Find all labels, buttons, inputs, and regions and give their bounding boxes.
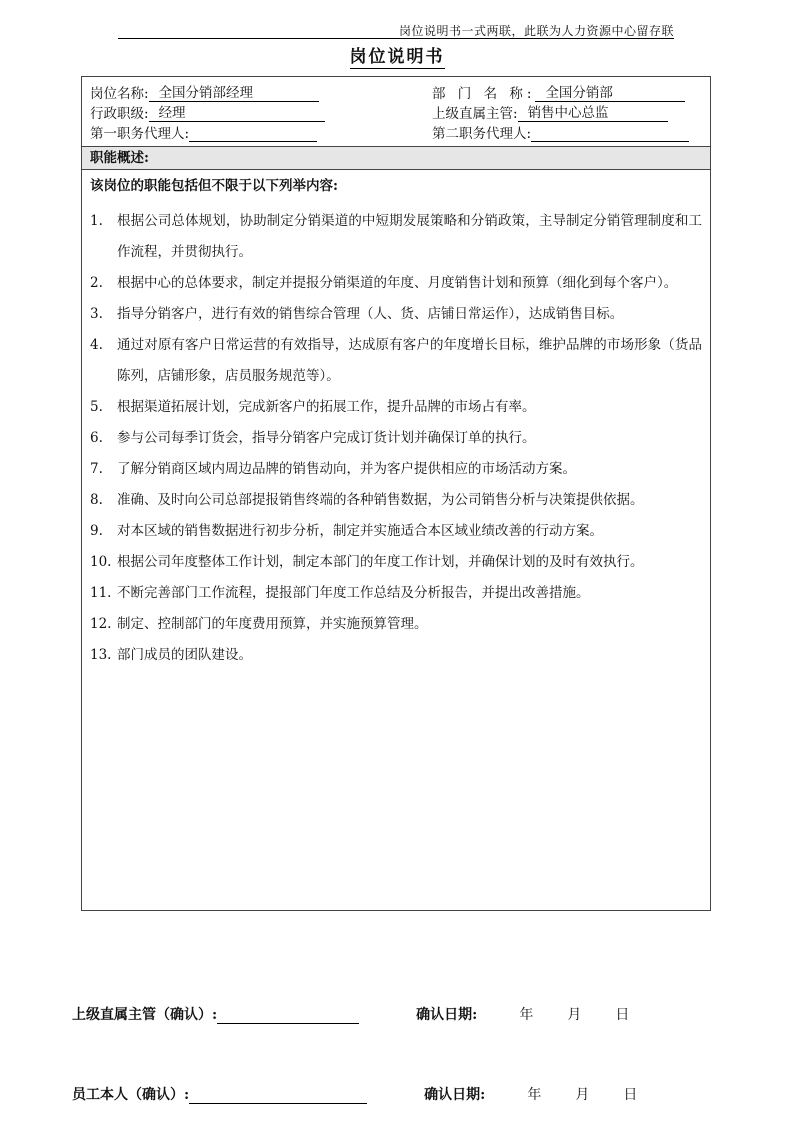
- duty-item: [90, 640, 702, 671]
- duty-text: 对本区域的销售数据进行初步分析，制定并实施适合本区域业绩改善的行动方案。: [117, 523, 603, 539]
- duty-text: 根据中心的总体要求，制定并提报分销渠道的年度、月度销售计划和预算（细化到每个客户）。: [117, 275, 678, 291]
- document-title-text: 岗位说明书: [349, 47, 445, 67]
- duty-item: [90, 392, 702, 423]
- deputy1-field[interactable]: [189, 125, 317, 142]
- duty-item: [90, 578, 702, 609]
- duty-item: [90, 423, 702, 454]
- duty-item: [90, 516, 702, 547]
- duty-text: 部门成员的团队建设。: [117, 647, 252, 663]
- info-row-3: [90, 122, 702, 142]
- dept-field[interactable]: 全国分销部: [535, 85, 685, 102]
- document-title: [0, 42, 794, 67]
- grade-cell: [90, 102, 432, 122]
- duty-text: 根据渠道拓展计划，完成新客户的拓展工作，提升品牌的市场占有率。: [117, 399, 536, 415]
- duty-number: 9.: [90, 523, 103, 539]
- employee-sign-row: [72, 1080, 692, 1104]
- duties-list: [82, 206, 710, 671]
- duty-text: 不断完善部门工作流程，提报部门年度工作总结及分析报告，并提出改善措施。: [117, 585, 590, 601]
- duty-number: 5.: [90, 399, 103, 415]
- deputy1-cell: [90, 122, 432, 142]
- duty-text: 根据公司年度整体工作计划，制定本部门的年度工作计划，并确保计划的及时有效执行。: [117, 554, 644, 570]
- duty-number: 7.: [90, 461, 103, 477]
- dept-label: 部 门 名 称:: [432, 86, 536, 102]
- duty-text: 通过对原有客户日常运营的有效指导，达成原有客户的年度增长目标，维护品牌的市场形象（货品陈列，店铺形象，店员服务规范等）。: [117, 337, 702, 384]
- duty-item: [90, 609, 702, 640]
- deputy2-label: 第二职务代理人:: [432, 126, 532, 142]
- supervisor-field[interactable]: 销售中心总监: [518, 105, 668, 122]
- employee-date-month: 月: [575, 1087, 590, 1103]
- grade-field[interactable]: 经理: [149, 105, 325, 122]
- supervisor-signature-field[interactable]: [217, 1005, 359, 1024]
- duty-number: 8.: [90, 492, 103, 508]
- duty-number: 1.: [90, 213, 103, 229]
- duty-number: 2.: [90, 275, 103, 291]
- duty-number: 12.: [90, 616, 112, 632]
- employee-date-day: 日: [623, 1087, 638, 1103]
- duty-number: 4.: [90, 337, 103, 353]
- supervisor-date-month: 月: [567, 1007, 582, 1023]
- supervisor-label: 上级直属主管:: [432, 106, 518, 122]
- duty-item: [90, 299, 702, 330]
- duty-text: 准确、及时向公司总部提报销售终端的各种销售数据，为公司销售分析与决策提供依据。: [117, 492, 644, 508]
- post-name-label: 岗位名称:: [90, 86, 149, 102]
- duty-number: 13.: [90, 647, 112, 663]
- supervisor-date-year: 年: [519, 1007, 534, 1023]
- supervisor-sign-row: [72, 1000, 692, 1024]
- duty-text: 指导分销客户，进行有效的销售综合管理（人、货、店铺日常运作），达成销售目标。: [117, 306, 624, 322]
- duty-text: 根据公司总体规划，协助制定分销渠道的中短期发展策略和分销政策，主导制定分销管理制度和工作流程，并贯彻执行。: [117, 213, 702, 260]
- duty-number: 6.: [90, 430, 103, 446]
- duty-item: [90, 206, 702, 268]
- duties-intro: 该岗位的职能包括但不限于以下列举内容:: [90, 178, 338, 194]
- duty-text: 制定、控制部门的年度费用预算，并实施预算管理。: [117, 616, 428, 632]
- deputy2-field[interactable]: [531, 125, 689, 142]
- duty-item: [90, 268, 702, 299]
- supervisor-cell: [432, 102, 668, 122]
- info-row-1: [90, 82, 702, 102]
- deputy2-cell: [432, 122, 689, 142]
- duty-item: [90, 485, 702, 516]
- employee-date-year: 年: [527, 1087, 542, 1103]
- header-note: 岗位说明书一式两联，此联为人力资源中心留存联: [398, 24, 674, 38]
- post-name-field[interactable]: 全国分销部经理: [149, 85, 319, 102]
- duty-number: 3.: [90, 306, 103, 322]
- duty-number: 11.: [90, 585, 112, 601]
- duty-item: [90, 454, 702, 485]
- supervisor-date-label: 确认日期:: [416, 1007, 478, 1023]
- employee-signature-field[interactable]: [189, 1085, 367, 1104]
- dept-cell: [432, 82, 685, 102]
- info-row-2: [90, 102, 702, 122]
- header-rule: [118, 38, 674, 39]
- deputy1-label: 第一职务代理人:: [90, 126, 190, 142]
- duties-heading: 职能概述:: [82, 147, 710, 170]
- duty-number: 10.: [90, 554, 112, 570]
- supervisor-confirm-label: 上级直属主管（确认）:: [72, 1007, 218, 1023]
- employee-confirm-label: 员工本人（确认）:: [72, 1087, 190, 1103]
- basic-info-section: [82, 77, 710, 147]
- post-name-cell: [90, 82, 432, 102]
- job-description-table: [81, 76, 711, 911]
- grade-label: 行政职级:: [90, 106, 149, 122]
- duty-text: 参与公司每季订货会，指导分销客户完成订货计划并确保订单的执行。: [117, 430, 536, 446]
- duty-text: 了解分销商区域内周边品牌的销售动向，并为客户提供相应的市场活动方案。: [117, 461, 576, 477]
- employee-date-label: 确认日期:: [424, 1087, 486, 1103]
- duty-item: [90, 547, 702, 578]
- supervisor-date-day: 日: [615, 1007, 630, 1023]
- duty-item: [90, 330, 702, 392]
